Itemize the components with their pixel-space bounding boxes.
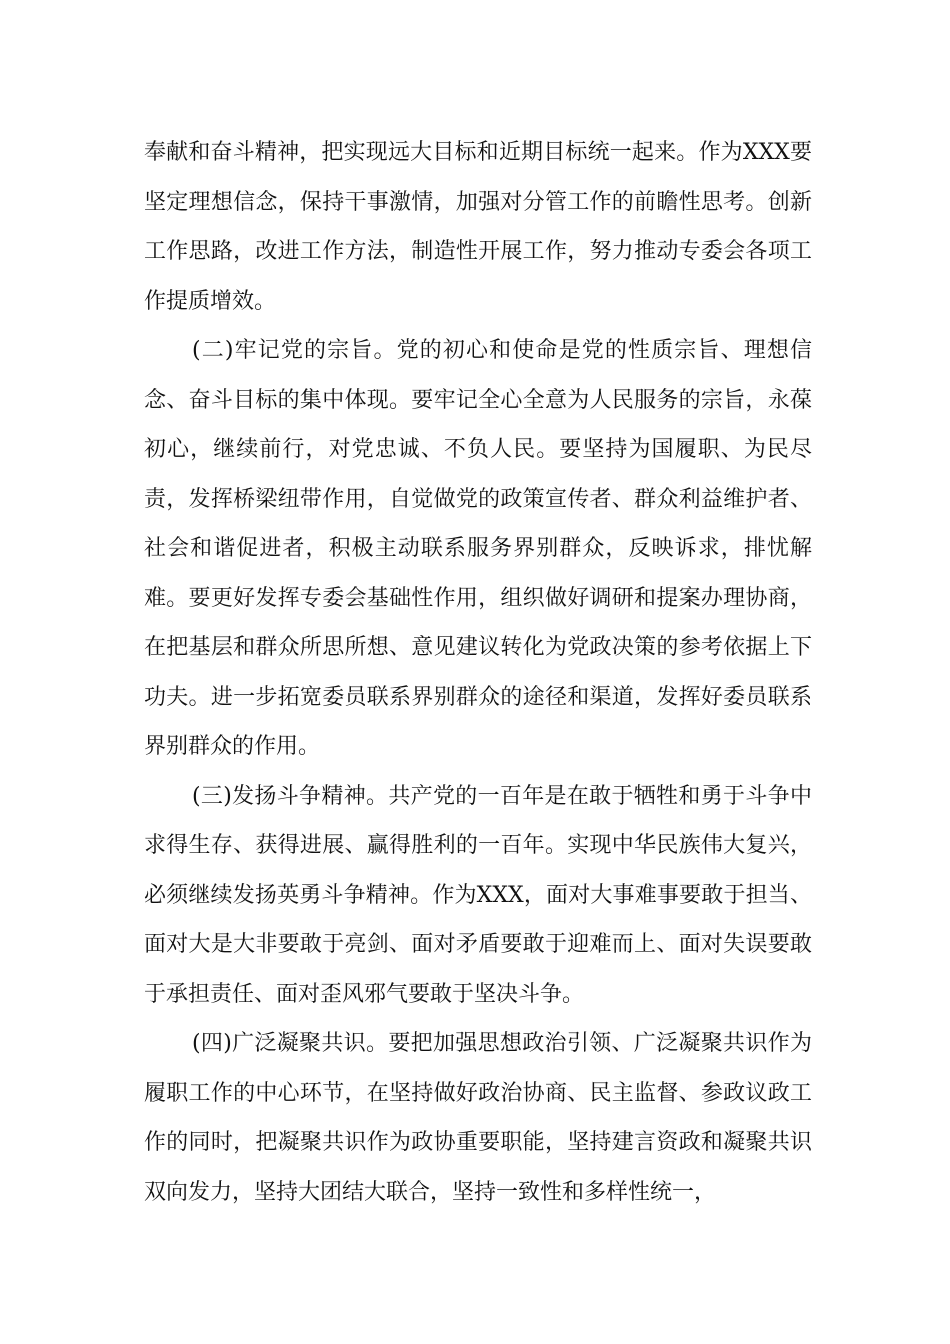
paragraph-continued: 奉献和奋斗精神，把实现远大目标和近期目标统一起来。作为XXX要坚定理想信念，保持干事激情，加强对分管工作的前瞻性思考。创新工作思路，改进工作方法，制造性开展工作，努力推动专委会各项工作提质增效。	[144, 140, 812, 314]
paragraph-section-2: (二)牢记党的宗旨。党的初心和使命是党的性质宗旨、理想信念、奋斗目标的集中体现。要牢记全心全意为人民服务的宗旨，永葆初心，继续前行，对党忠诚、不负人民。要坚持为国履职、为民尽责，发挥桥梁纽带作用，自觉做党的政策宣传者、群众利益维护者、社会和谐促进者，积极主动联系服务界别群众，反映诉求，排忧解难。要更好发挥专委会基础性作用，组织做好调研和提案办理协商，在把基层和群众所思所想、意见建议转化为党政决策的参考依据上下功夫。进一步拓宽委员联系界别群众的途径和渠道，发挥好委员联系界别群众的作用。	[144, 338, 812, 759]
document-body	[144, 128, 812, 1217]
paragraph-section-3: (三)发扬斗争精神。共产党的一百年是在敢于牺牲和勇于斗争中求得生存、获得进展、赢得胜利的一百年。实现中华民族伟大复兴，必须继续发扬英勇斗争精神。作为XXX，面对大事难事要敢于担当、面对大是大非要敢于亮剑、面对矛盾要敢于迎难而上、面对失误要敢于承担责任、面对歪风邪气要敢于坚决斗争。	[144, 783, 812, 1007]
paragraph-section-4: (四)广泛凝聚共识。要把加强思想政治引领、广泛凝聚共识作为履职工作的中心环节，在坚持做好政治协商、民主监督、参政议政工作的同时，把凝聚共识作为政协重要职能，坚持建言资政和凝聚共识双向发力，坚持大团结大联合，坚持一致性和多样性统一，	[144, 1031, 812, 1205]
